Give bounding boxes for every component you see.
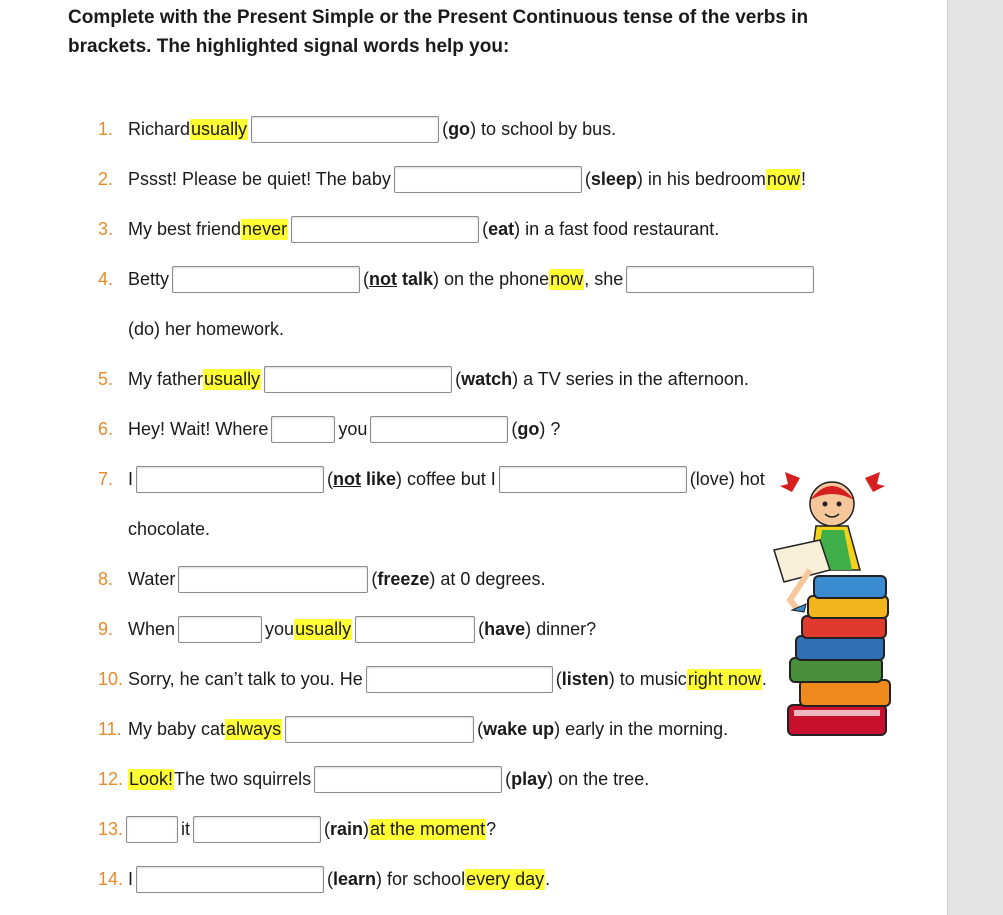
- viewer-background: [948, 0, 1003, 915]
- answer-input-4a[interactable]: [172, 266, 360, 293]
- answer-input-7a[interactable]: [136, 466, 324, 493]
- answer-input-13a[interactable]: [126, 816, 178, 843]
- exercise-item-12: 12. Look! The two squirrels ( play ) on the tree.: [98, 763, 649, 795]
- answer-input-2[interactable]: [394, 166, 582, 193]
- signal-word: usually: [204, 368, 261, 389]
- signal-word: Look!: [129, 768, 174, 789]
- answer-input-6b[interactable]: [370, 416, 508, 443]
- answer-input-1[interactable]: [251, 116, 439, 143]
- signal-word: at the moment: [370, 818, 486, 839]
- answer-input-3[interactable]: [291, 216, 479, 243]
- answer-input-10[interactable]: [366, 666, 553, 693]
- signal-word: right now: [687, 668, 761, 689]
- answer-input-9b[interactable]: [355, 616, 475, 643]
- instructions: Complete with the Present Simple or the Present Continuous tense of the verbs in brackets. The highlighted signal words help you:: [68, 7, 809, 57]
- exercise-item-4: 4. Betty ( not talk ) on the phone now , she: [98, 263, 817, 295]
- exercise-item-4-continuation: (do) her homework.: [128, 318, 285, 339]
- signal-word: usually: [295, 618, 352, 639]
- exercise-item-1: 1. Richard usually ( go ) to school by bus.: [98, 113, 616, 145]
- exercise-item-7-continuation: chocolate.: [128, 518, 211, 539]
- exercise-item-11: 11. My baby cat always ( wake up ) early in the morning.: [98, 713, 728, 745]
- signal-word: every day: [466, 868, 545, 889]
- exercise-item-3: 3. My best friend never ( eat ) in a fast food restaurant.: [98, 213, 719, 245]
- exercise-item-13: 13. it ( rain ) at the moment ?: [98, 813, 496, 845]
- signal-word: always: [226, 718, 282, 739]
- exercise-item-6: 6. Hey! Wait! Where you ( go ) ?: [98, 413, 560, 445]
- answer-input-14[interactable]: [136, 866, 324, 893]
- girl-reading-illustration: [770, 470, 895, 745]
- answer-input-9a[interactable]: [178, 616, 262, 643]
- answer-input-12[interactable]: [314, 766, 502, 793]
- signal-word: now: [766, 168, 800, 189]
- answer-input-5[interactable]: [264, 366, 452, 393]
- signal-word: never: [242, 218, 288, 239]
- signal-word: usually: [191, 118, 248, 139]
- answer-input-11[interactable]: [285, 716, 474, 743]
- exercise-item-5: 5. My father usually ( watch ) a TV series in the afternoon.: [98, 363, 749, 395]
- signal-word: now: [550, 268, 584, 289]
- answer-input-6a[interactable]: [271, 416, 335, 443]
- answer-input-4b[interactable]: [626, 266, 814, 293]
- answer-input-7b[interactable]: [499, 466, 687, 493]
- exercise-item-9: 9. When you usually ( have ) dinner?: [98, 613, 596, 645]
- exercise-item-10: 10. Sorry, he can’t talk to you. He ( listen ) to music right now .: [98, 663, 767, 695]
- exercise-item-8: 8. Water ( freeze ) at 0 degrees.: [98, 563, 545, 595]
- answer-input-13b[interactable]: [193, 816, 321, 843]
- exercise-item-2: 2. Pssst! Please be quiet! The baby ( sleep ) in his bedroom now !: [98, 163, 806, 195]
- exercise-item-7: 7. I ( not like ) coffee but I (love) hot: [98, 463, 765, 495]
- answer-input-8[interactable]: [178, 566, 368, 593]
- exercise-item-14: 14. I ( learn ) for school every day .: [98, 863, 550, 895]
- book-stack: [788, 576, 890, 735]
